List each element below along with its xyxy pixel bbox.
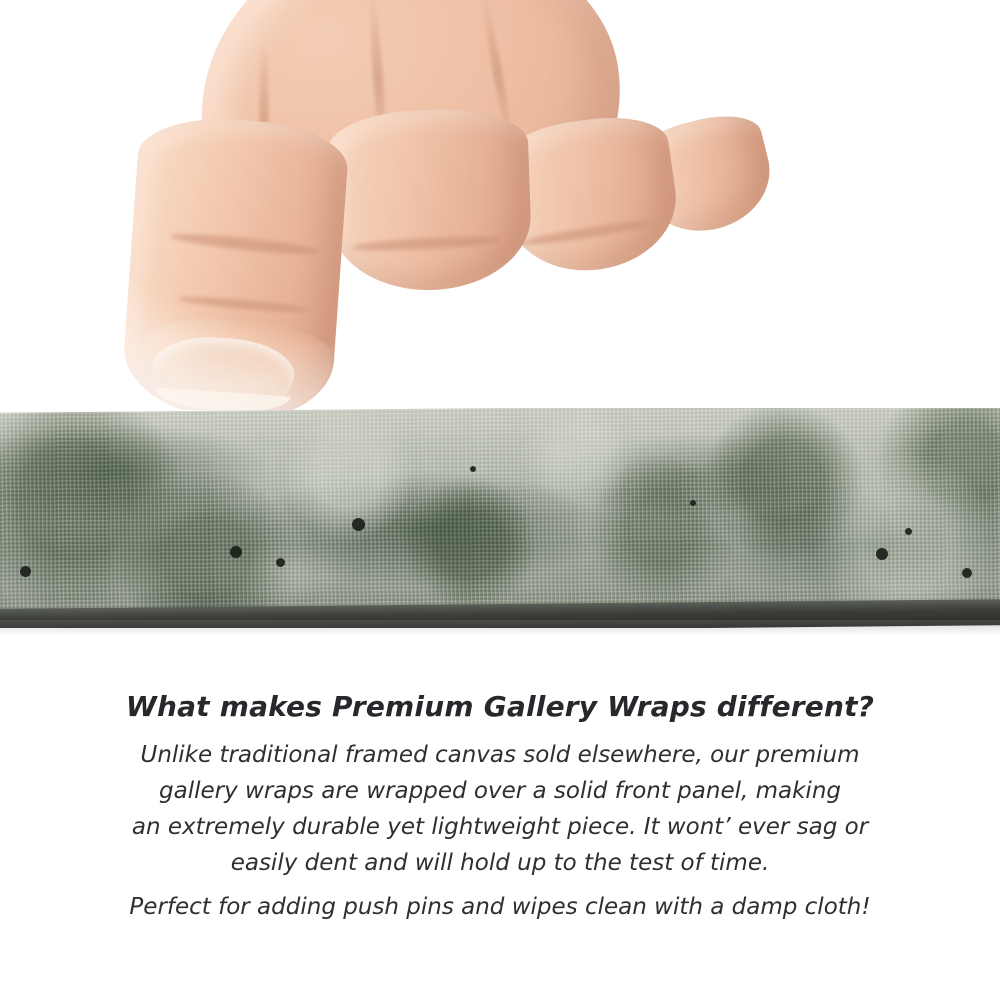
body-line-4: easily dent and will hold up to the test of time. bbox=[230, 850, 770, 876]
finger-middle bbox=[327, 107, 533, 294]
body-line-3: an extremely durable yet lightweight piece. It wont’ ever sag or bbox=[131, 814, 869, 840]
canvas-drop-shadow bbox=[0, 620, 1000, 636]
artwork-speck bbox=[276, 558, 285, 567]
body-line-1: Unlike traditional framed canvas sold elsewhere, our premium bbox=[140, 742, 860, 768]
artwork-speck bbox=[876, 548, 888, 560]
artwork-speck bbox=[690, 500, 696, 506]
artwork-speck bbox=[20, 566, 31, 577]
artwork-speck bbox=[230, 546, 242, 558]
closing-line: Perfect for adding push pins and wipes clean with a damp cloth! bbox=[129, 894, 871, 920]
artwork-speck bbox=[470, 466, 476, 472]
artwork-speck bbox=[962, 568, 972, 578]
canvas-wrap-edge bbox=[0, 408, 1000, 628]
headline: What makes Premium Gallery Wraps different? bbox=[125, 690, 875, 723]
hand-illustration bbox=[0, 0, 1000, 410]
canvas-weave-texture bbox=[0, 408, 1000, 625]
artwork-speck bbox=[352, 518, 365, 531]
artwork-speck bbox=[905, 528, 912, 535]
body-line-2: gallery wraps are wrapped over a solid front panel, making bbox=[159, 778, 841, 804]
marketing-copy bbox=[0, 690, 1000, 925]
